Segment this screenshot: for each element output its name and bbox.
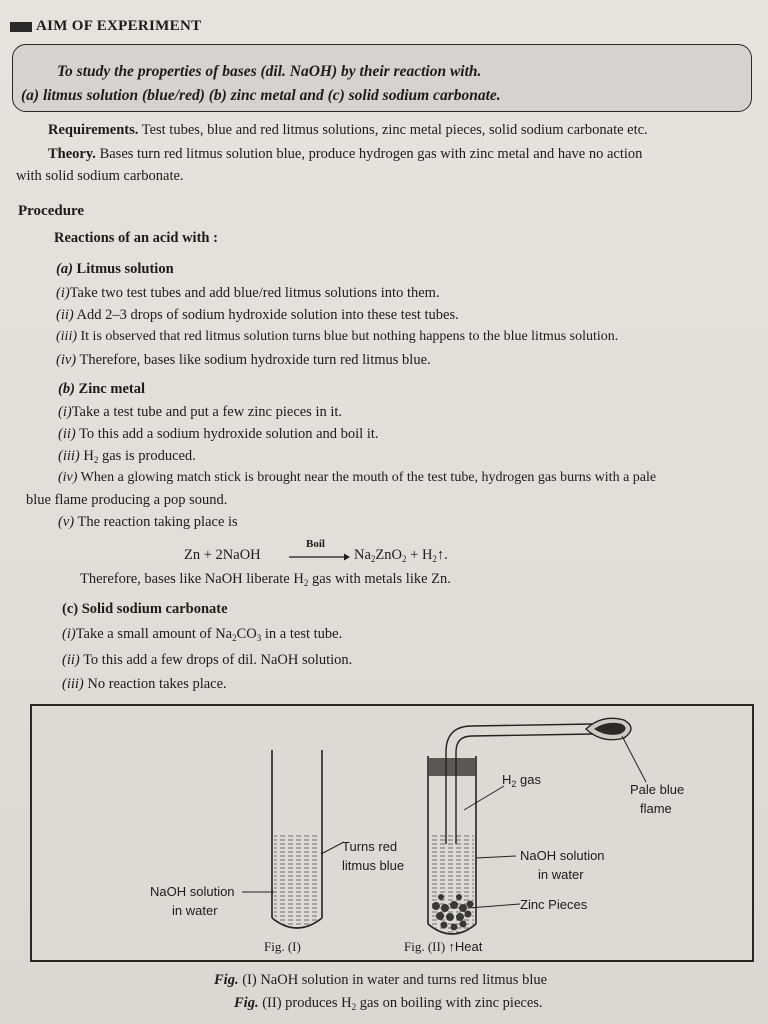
sec-b-iv: (iv) When a glowing match stick is brought near the mouth of the test tube, hydrogen gas burns with a pale <box>58 470 657 485</box>
aim-line-2: (a) litmus solution (blue/red) (b) zinc metal and (c) solid sodium carbonate. <box>21 87 501 104</box>
label-turns-red: Turns red <box>342 839 398 854</box>
sec-c-i: (i)Take a small amount of $Na_2CO_3$ in a test tube. <box>62 626 343 643</box>
sec-c-ii: (ii) To this add a few drops of dil. NaOH solution. <box>62 652 353 668</box>
label-litmus-blue: litmus blue <box>342 858 405 873</box>
label-zinc-pieces: Zinc Pieces <box>520 897 588 912</box>
sec-b-iii: (iii) $H_2$ gas is produced. <box>58 448 196 465</box>
sec-a-i: (i)Take two test tubes and add blue/red litmus solutions into them. <box>56 285 440 301</box>
label-pale-blue: Pale blue <box>630 782 685 797</box>
label-naoh-solution: NaOH solution <box>150 884 235 899</box>
procedure-title: Procedure <box>18 203 85 219</box>
fig-2-label: Fig. (II) ↑Heat <box>404 939 483 954</box>
sec-b-therefore: Therefore, bases like NaOH liberate $H_2$ gas with metals like Zn. <box>80 571 451 588</box>
heat-label: ↑Heat <box>448 939 483 954</box>
caption-line-1: Fig. (I) NaOH solution in water and turns red litmus blue <box>214 972 548 988</box>
caption-line-2: Fig. (II) produces $H_2$ gas on boiling with zinc pieces. <box>234 995 543 1012</box>
label-in-water-2: in water <box>538 867 584 882</box>
sec-b-v: (v) The reaction taking place is <box>58 514 238 530</box>
procedure-subtitle: Reactions of an acid with : <box>54 230 218 246</box>
flame-icon <box>586 718 631 739</box>
test-tube-1 <box>272 750 322 928</box>
equation-right: $Na_2ZnO_2$ + $H_2↑$. <box>354 547 448 564</box>
sec-a-heading: (a) Litmus solution <box>56 261 174 277</box>
sec-a-iii: (iii) It is observed that red litmus solution turns blue but nothing happens to the blue litmus solution. <box>56 329 619 344</box>
aim-line-1: To study the properties of bases (dil. NaOH) by their reaction with. <box>57 63 482 80</box>
sec-b-iv-cont: blue flame producing a pop sound. <box>26 492 228 508</box>
sec-b-ii: (ii) To this add a sodium hydroxide solution and boil it. <box>58 426 379 442</box>
apparatus-diagram <box>32 706 752 960</box>
fig-1-label: Fig. (I) <box>264 939 301 954</box>
equation-condition: Boil <box>306 538 325 550</box>
sec-a-iv: (iv) Therefore, bases like sodium hydroxide turn red litmus blue. <box>56 352 431 368</box>
figure-box <box>30 704 754 962</box>
label-in-water: in water <box>172 903 218 918</box>
sec-a-ii: (ii) Add 2–3 drops of sodium hydroxide solution into these test tubes. <box>56 307 459 323</box>
section-header: AIM OF EXPERIMENT <box>10 18 201 35</box>
label-flame: flame <box>640 801 672 816</box>
sec-b-i: (i)Take a test tube and put a few zinc pieces in it. <box>58 404 343 420</box>
theory: Theory. Bases turn red litmus solution blue, produce hydrogen gas with zinc metal and have no action <box>48 146 643 162</box>
sec-c-heading: (c) Solid sodium carbonate <box>62 601 228 617</box>
equation-left: Zn + 2NaOH <box>184 547 261 563</box>
reaction-arrow-icon <box>288 552 350 562</box>
requirements: Requirements. Test tubes, blue and red litmus solutions, zinc metal pieces, solid sodium carbonate etc. <box>48 122 648 138</box>
sec-b-heading: (b) Zinc metal <box>58 381 145 397</box>
label-naoh-solution-2: NaOH solution <box>520 848 605 863</box>
sec-c-iii: (iii) No reaction takes place. <box>62 676 227 692</box>
aim-box <box>12 44 752 112</box>
label-h2-gas: $H_2$ gas <box>502 772 541 789</box>
header-mark-icon <box>10 22 32 32</box>
theory-cont: with solid sodium carbonate. <box>16 168 184 184</box>
